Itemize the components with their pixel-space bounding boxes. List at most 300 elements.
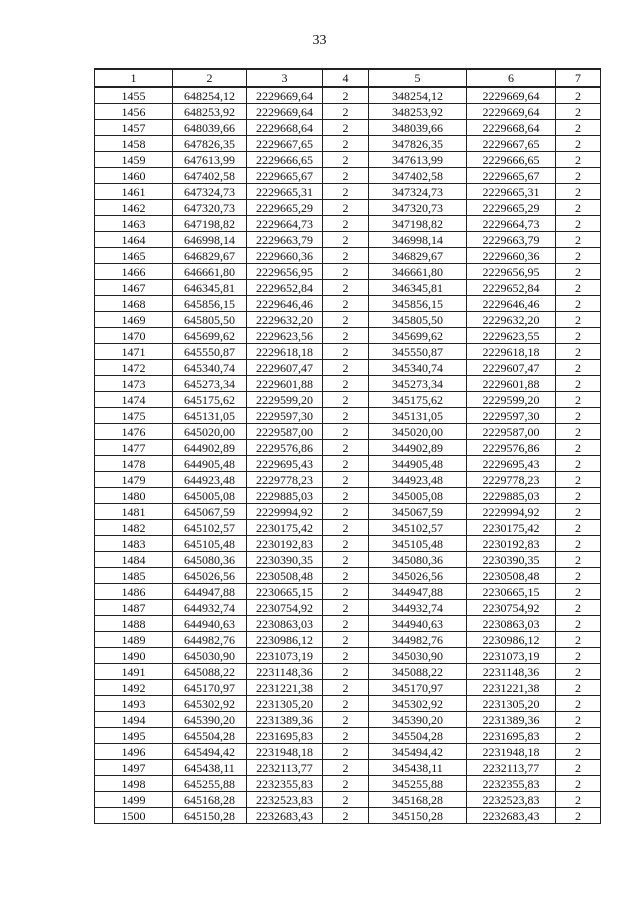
code-alt-cell: 2 [556,280,601,296]
code-cell: 2 [323,552,369,568]
code-cell: 2 [323,344,369,360]
code-cell: 2 [323,776,369,792]
x-coordinate-cell: 645168,28 [173,792,247,808]
table-row [95,728,601,744]
y-coordinate-alt-cell: 2232683,43 [467,808,556,824]
y-coordinate-cell: 2230175,42 [247,520,323,536]
y-coordinate-cell: 2232113,77 [247,760,323,776]
x-coordinate-cell: 645390,20 [173,712,247,728]
table-row [95,184,601,200]
x-coordinate-alt-cell: 345105,48 [369,536,467,552]
y-coordinate-alt-cell: 2229656,95 [467,264,556,280]
code-cell: 2 [323,376,369,392]
x-coordinate-cell: 648254,12 [173,87,247,104]
y-coordinate-alt-cell: 2229665,29 [467,200,556,216]
y-coordinate-alt-cell: 2231073,19 [467,648,556,664]
code-cell: 2 [323,536,369,552]
x-coordinate-cell: 645020,00 [173,424,247,440]
y-coordinate-cell: 2229656,95 [247,264,323,280]
y-coordinate-alt-cell: 2229695,43 [467,456,556,472]
x-coordinate-alt-cell: 344905,48 [369,456,467,472]
y-coordinate-alt-cell: 2231695,83 [467,728,556,744]
table-row [95,440,601,456]
x-coordinate-alt-cell: 345175,62 [369,392,467,408]
code-alt-cell: 2 [556,120,601,136]
point-number-cell: 1485 [95,568,173,584]
y-coordinate-alt-cell: 2230192,83 [467,536,556,552]
table-row [95,312,601,328]
point-number-cell: 1470 [95,328,173,344]
code-alt-cell: 2 [556,760,601,776]
x-coordinate-cell: 644940,63 [173,616,247,632]
code-alt-cell: 2 [556,616,601,632]
column-header: 5 [369,69,467,87]
code-alt-cell: 2 [556,408,601,424]
y-coordinate-cell: 2229667,65 [247,136,323,152]
code-cell: 2 [323,152,369,168]
point-number-cell: 1487 [95,600,173,616]
x-coordinate-alt-cell: 345102,57 [369,520,467,536]
y-coordinate-alt-cell: 2229994,92 [467,504,556,520]
point-number-cell: 1484 [95,552,173,568]
code-cell: 2 [323,696,369,712]
x-coordinate-alt-cell: 345699,62 [369,328,467,344]
y-coordinate-cell: 2229668,64 [247,120,323,136]
x-coordinate-alt-cell: 345273,34 [369,376,467,392]
x-coordinate-cell: 645088,22 [173,664,247,680]
y-coordinate-alt-cell: 2232355,83 [467,776,556,792]
x-coordinate-cell: 645005,08 [173,488,247,504]
y-coordinate-cell: 2230665,15 [247,584,323,600]
point-number-cell: 1477 [95,440,173,456]
code-alt-cell: 2 [556,520,601,536]
page-number: 33 [312,33,327,48]
table-row [95,584,601,600]
x-coordinate-alt-cell: 345340,74 [369,360,467,376]
code-alt-cell: 2 [556,632,601,648]
x-coordinate-alt-cell: 347826,35 [369,136,467,152]
code-alt-cell: 2 [556,168,601,184]
x-coordinate-cell: 645105,48 [173,536,247,552]
point-number-cell: 1457 [95,120,173,136]
y-coordinate-alt-cell: 2229597,30 [467,408,556,424]
x-coordinate-cell: 645699,62 [173,328,247,344]
code-alt-cell: 2 [556,680,601,696]
x-coordinate-cell: 645175,62 [173,392,247,408]
x-coordinate-cell: 645550,87 [173,344,247,360]
y-coordinate-cell: 2229666,65 [247,152,323,168]
x-coordinate-alt-cell: 345255,88 [369,776,467,792]
table-row [95,120,601,136]
y-coordinate-alt-cell: 2229607,47 [467,360,556,376]
code-cell: 2 [323,424,369,440]
x-coordinate-alt-cell: 344932,74 [369,600,467,616]
table-row [95,280,601,296]
code-cell: 2 [323,136,369,152]
code-cell: 2 [323,328,369,344]
x-coordinate-alt-cell: 345390,20 [369,712,467,728]
code-cell: 2 [323,600,369,616]
y-coordinate-cell: 2231148,36 [247,664,323,680]
table-row [95,616,601,632]
point-number-cell: 1488 [95,616,173,632]
point-number-cell: 1462 [95,200,173,216]
y-coordinate-cell: 2229646,46 [247,296,323,312]
y-coordinate-cell: 2231389,36 [247,712,323,728]
table-row [95,408,601,424]
code-alt-cell: 2 [556,232,601,248]
code-cell: 2 [323,216,369,232]
code-alt-cell: 2 [556,216,601,232]
x-coordinate-cell: 645255,88 [173,776,247,792]
x-coordinate-cell: 644902,89 [173,440,247,456]
x-coordinate-alt-cell: 344923,48 [369,472,467,488]
point-number-cell: 1486 [95,584,173,600]
point-number-cell: 1468 [95,296,173,312]
point-number-cell: 1456 [95,104,173,120]
y-coordinate-cell: 2229607,47 [247,360,323,376]
code-alt-cell: 2 [556,568,601,584]
code-cell: 2 [323,280,369,296]
point-number-cell: 1464 [95,232,173,248]
code-alt-cell: 2 [556,696,601,712]
code-cell: 2 [323,632,369,648]
point-number-cell: 1499 [95,792,173,808]
point-number-cell: 1455 [95,87,173,104]
x-coordinate-cell: 647402,58 [173,168,247,184]
y-coordinate-cell: 2229663,79 [247,232,323,248]
x-coordinate-cell: 645805,50 [173,312,247,328]
y-coordinate-alt-cell: 2229667,65 [467,136,556,152]
code-cell: 2 [323,584,369,600]
y-coordinate-cell: 2229632,20 [247,312,323,328]
code-cell: 2 [323,392,369,408]
code-cell: 2 [323,488,369,504]
point-number-cell: 1489 [95,632,173,648]
code-cell: 2 [323,792,369,808]
y-coordinate-cell: 2229576,86 [247,440,323,456]
x-coordinate-cell: 646661,80 [173,264,247,280]
code-alt-cell: 2 [556,136,601,152]
x-coordinate-cell: 645504,28 [173,728,247,744]
table-header [95,69,601,87]
y-coordinate-cell: 2232523,83 [247,792,323,808]
y-coordinate-cell: 2230863,03 [247,616,323,632]
x-coordinate-cell: 648039,66 [173,120,247,136]
point-number-cell: 1491 [95,664,173,680]
table-row [95,200,601,216]
code-alt-cell: 2 [556,440,601,456]
code-cell: 2 [323,360,369,376]
table-row [95,376,601,392]
x-coordinate-alt-cell: 344902,89 [369,440,467,456]
y-coordinate-alt-cell: 2229601,88 [467,376,556,392]
x-coordinate-cell: 645494,42 [173,744,247,760]
x-coordinate-alt-cell: 346345,81 [369,280,467,296]
code-alt-cell: 2 [556,248,601,264]
table-row [95,760,601,776]
table-row [95,664,601,680]
y-coordinate-cell: 2229601,88 [247,376,323,392]
y-coordinate-alt-cell: 2229664,73 [467,216,556,232]
y-coordinate-cell: 2230192,83 [247,536,323,552]
column-header: 1 [95,69,173,87]
y-coordinate-cell: 2231948,18 [247,744,323,760]
table-row [95,552,601,568]
y-coordinate-cell: 2229599,20 [247,392,323,408]
table-row [95,248,601,264]
code-cell: 2 [323,760,369,776]
x-coordinate-cell: 645080,36 [173,552,247,568]
y-coordinate-cell: 2231305,20 [247,696,323,712]
y-coordinate-cell: 2230754,92 [247,600,323,616]
code-alt-cell: 2 [556,264,601,280]
table-row [95,232,601,248]
y-coordinate-cell: 2229623,56 [247,328,323,344]
point-number-cell: 1466 [95,264,173,280]
table-row [95,520,601,536]
y-coordinate-alt-cell: 2229663,79 [467,232,556,248]
code-cell: 2 [323,168,369,184]
code-cell: 2 [323,87,369,104]
point-number-cell: 1463 [95,216,173,232]
code-alt-cell: 2 [556,488,601,504]
x-coordinate-cell: 647613,99 [173,152,247,168]
code-alt-cell: 2 [556,552,601,568]
point-number-cell: 1465 [95,248,173,264]
x-coordinate-cell: 644982,76 [173,632,247,648]
table-row [95,360,601,376]
point-number-cell: 1474 [95,392,173,408]
x-coordinate-cell: 645273,34 [173,376,247,392]
code-alt-cell: 2 [556,312,601,328]
point-number-cell: 1480 [95,488,173,504]
y-coordinate-cell: 2229660,36 [247,248,323,264]
code-alt-cell: 2 [556,456,601,472]
code-cell: 2 [323,264,369,280]
code-cell: 2 [323,664,369,680]
y-coordinate-alt-cell: 2230986,12 [467,632,556,648]
x-coordinate-cell: 645150,28 [173,808,247,824]
x-coordinate-cell: 644905,48 [173,456,247,472]
x-coordinate-alt-cell: 345131,05 [369,408,467,424]
point-number-cell: 1496 [95,744,173,760]
y-coordinate-alt-cell: 2231148,36 [467,664,556,680]
x-coordinate-cell: 645438,11 [173,760,247,776]
x-coordinate-alt-cell: 347198,82 [369,216,467,232]
x-coordinate-alt-cell: 345170,97 [369,680,467,696]
x-coordinate-alt-cell: 348253,92 [369,104,467,120]
x-coordinate-cell: 645102,57 [173,520,247,536]
code-alt-cell: 2 [556,296,601,312]
point-number-cell: 1458 [95,136,173,152]
x-coordinate-cell: 644923,48 [173,472,247,488]
point-number-cell: 1493 [95,696,173,712]
code-cell: 2 [323,200,369,216]
table-row [95,808,601,824]
code-alt-cell: 2 [556,424,601,440]
code-alt-cell: 2 [556,536,601,552]
code-cell: 2 [323,232,369,248]
table-row [95,744,601,760]
x-coordinate-alt-cell: 345030,90 [369,648,467,664]
x-coordinate-alt-cell: 345026,56 [369,568,467,584]
x-coordinate-alt-cell: 345438,11 [369,760,467,776]
table-row [95,168,601,184]
x-coordinate-cell: 644947,88 [173,584,247,600]
y-coordinate-alt-cell: 2229666,65 [467,152,556,168]
code-alt-cell: 2 [556,87,601,104]
column-header: 4 [323,69,369,87]
code-cell: 2 [323,808,369,824]
code-alt-cell: 2 [556,504,601,520]
y-coordinate-alt-cell: 2229660,36 [467,248,556,264]
table-row [95,776,601,792]
y-coordinate-alt-cell: 2229885,03 [467,488,556,504]
y-coordinate-alt-cell: 2229665,67 [467,168,556,184]
code-alt-cell: 2 [556,600,601,616]
table-row [95,696,601,712]
point-number-cell: 1494 [95,712,173,728]
table-row [95,296,601,312]
code-cell: 2 [323,472,369,488]
table-row [95,104,601,120]
code-cell: 2 [323,120,369,136]
x-coordinate-alt-cell: 347324,73 [369,184,467,200]
y-coordinate-cell: 2229669,64 [247,87,323,104]
table-row [95,504,601,520]
table-row [95,488,601,504]
code-alt-cell: 2 [556,328,601,344]
y-coordinate-cell: 2229665,29 [247,200,323,216]
x-coordinate-alt-cell: 345005,08 [369,488,467,504]
code-cell: 2 [323,456,369,472]
y-coordinate-cell: 2229652,84 [247,280,323,296]
x-coordinate-cell: 645340,74 [173,360,247,376]
point-number-cell: 1469 [95,312,173,328]
y-coordinate-cell: 2229597,30 [247,408,323,424]
x-coordinate-alt-cell: 344947,88 [369,584,467,600]
table-row [95,152,601,168]
x-coordinate-alt-cell: 346661,80 [369,264,467,280]
x-coordinate-alt-cell: 345805,50 [369,312,467,328]
x-coordinate-alt-cell: 345856,15 [369,296,467,312]
code-alt-cell: 2 [556,584,601,600]
y-coordinate-alt-cell: 2229652,84 [467,280,556,296]
y-coordinate-alt-cell: 2231305,20 [467,696,556,712]
column-header: 7 [556,69,601,87]
code-alt-cell: 2 [556,744,601,760]
x-coordinate-cell: 648253,92 [173,104,247,120]
column-header: 3 [247,69,323,87]
code-cell: 2 [323,296,369,312]
x-coordinate-cell: 645302,92 [173,696,247,712]
x-coordinate-alt-cell: 345067,59 [369,504,467,520]
code-cell: 2 [323,680,369,696]
x-coordinate-cell: 645067,59 [173,504,247,520]
y-coordinate-alt-cell: 2229646,46 [467,296,556,312]
y-coordinate-alt-cell: 2229587,00 [467,424,556,440]
y-coordinate-alt-cell: 2230390,35 [467,552,556,568]
point-number-cell: 1476 [95,424,173,440]
x-coordinate-cell: 645170,97 [173,680,247,696]
point-number-cell: 1492 [95,680,173,696]
code-cell: 2 [323,616,369,632]
code-alt-cell: 2 [556,712,601,728]
x-coordinate-alt-cell: 345088,22 [369,664,467,680]
y-coordinate-alt-cell: 2229669,64 [467,104,556,120]
y-coordinate-alt-cell: 2231948,18 [467,744,556,760]
coordinates-table [94,68,601,824]
y-coordinate-cell: 2231695,83 [247,728,323,744]
x-coordinate-alt-cell: 345020,00 [369,424,467,440]
x-coordinate-cell: 645131,05 [173,408,247,424]
code-alt-cell: 2 [556,152,601,168]
code-alt-cell: 2 [556,344,601,360]
y-coordinate-cell: 2229669,64 [247,104,323,120]
x-coordinate-alt-cell: 345494,42 [369,744,467,760]
code-cell: 2 [323,504,369,520]
y-coordinate-cell: 2229587,00 [247,424,323,440]
y-coordinate-cell: 2231221,38 [247,680,323,696]
y-coordinate-cell: 2231073,19 [247,648,323,664]
y-coordinate-alt-cell: 2229618,18 [467,344,556,360]
y-coordinate-cell: 2229665,67 [247,168,323,184]
x-coordinate-cell: 647324,73 [173,184,247,200]
code-cell: 2 [323,184,369,200]
table-row [95,87,601,104]
y-coordinate-alt-cell: 2229632,20 [467,312,556,328]
y-coordinate-cell: 2229618,18 [247,344,323,360]
point-number-cell: 1461 [95,184,173,200]
x-coordinate-alt-cell: 345302,92 [369,696,467,712]
x-coordinate-alt-cell: 344940,63 [369,616,467,632]
code-cell: 2 [323,712,369,728]
table-row [95,328,601,344]
code-cell: 2 [323,312,369,328]
x-coordinate-cell: 645856,15 [173,296,247,312]
table-row [95,136,601,152]
code-alt-cell: 2 [556,648,601,664]
x-coordinate-alt-cell: 347320,73 [369,200,467,216]
y-coordinate-alt-cell: 2229599,20 [467,392,556,408]
y-coordinate-cell: 2229665,31 [247,184,323,200]
code-alt-cell: 2 [556,200,601,216]
point-number-cell: 1498 [95,776,173,792]
x-coordinate-alt-cell: 347613,99 [369,152,467,168]
y-coordinate-cell: 2230390,35 [247,552,323,568]
y-coordinate-cell: 2229885,03 [247,488,323,504]
point-number-cell: 1472 [95,360,173,376]
code-cell: 2 [323,744,369,760]
code-alt-cell: 2 [556,360,601,376]
code-cell: 2 [323,408,369,424]
point-number-cell: 1467 [95,280,173,296]
x-coordinate-cell: 647320,73 [173,200,247,216]
y-coordinate-alt-cell: 2230665,15 [467,584,556,600]
code-alt-cell: 2 [556,728,601,744]
x-coordinate-alt-cell: 346998,14 [369,232,467,248]
x-coordinate-alt-cell: 345150,28 [369,808,467,824]
point-number-cell: 1478 [95,456,173,472]
point-number-cell: 1500 [95,808,173,824]
point-number-cell: 1495 [95,728,173,744]
y-coordinate-alt-cell: 2229669,64 [467,87,556,104]
y-coordinate-alt-cell: 2231221,38 [467,680,556,696]
x-coordinate-alt-cell: 348254,12 [369,87,467,104]
code-alt-cell: 2 [556,472,601,488]
point-number-cell: 1490 [95,648,173,664]
